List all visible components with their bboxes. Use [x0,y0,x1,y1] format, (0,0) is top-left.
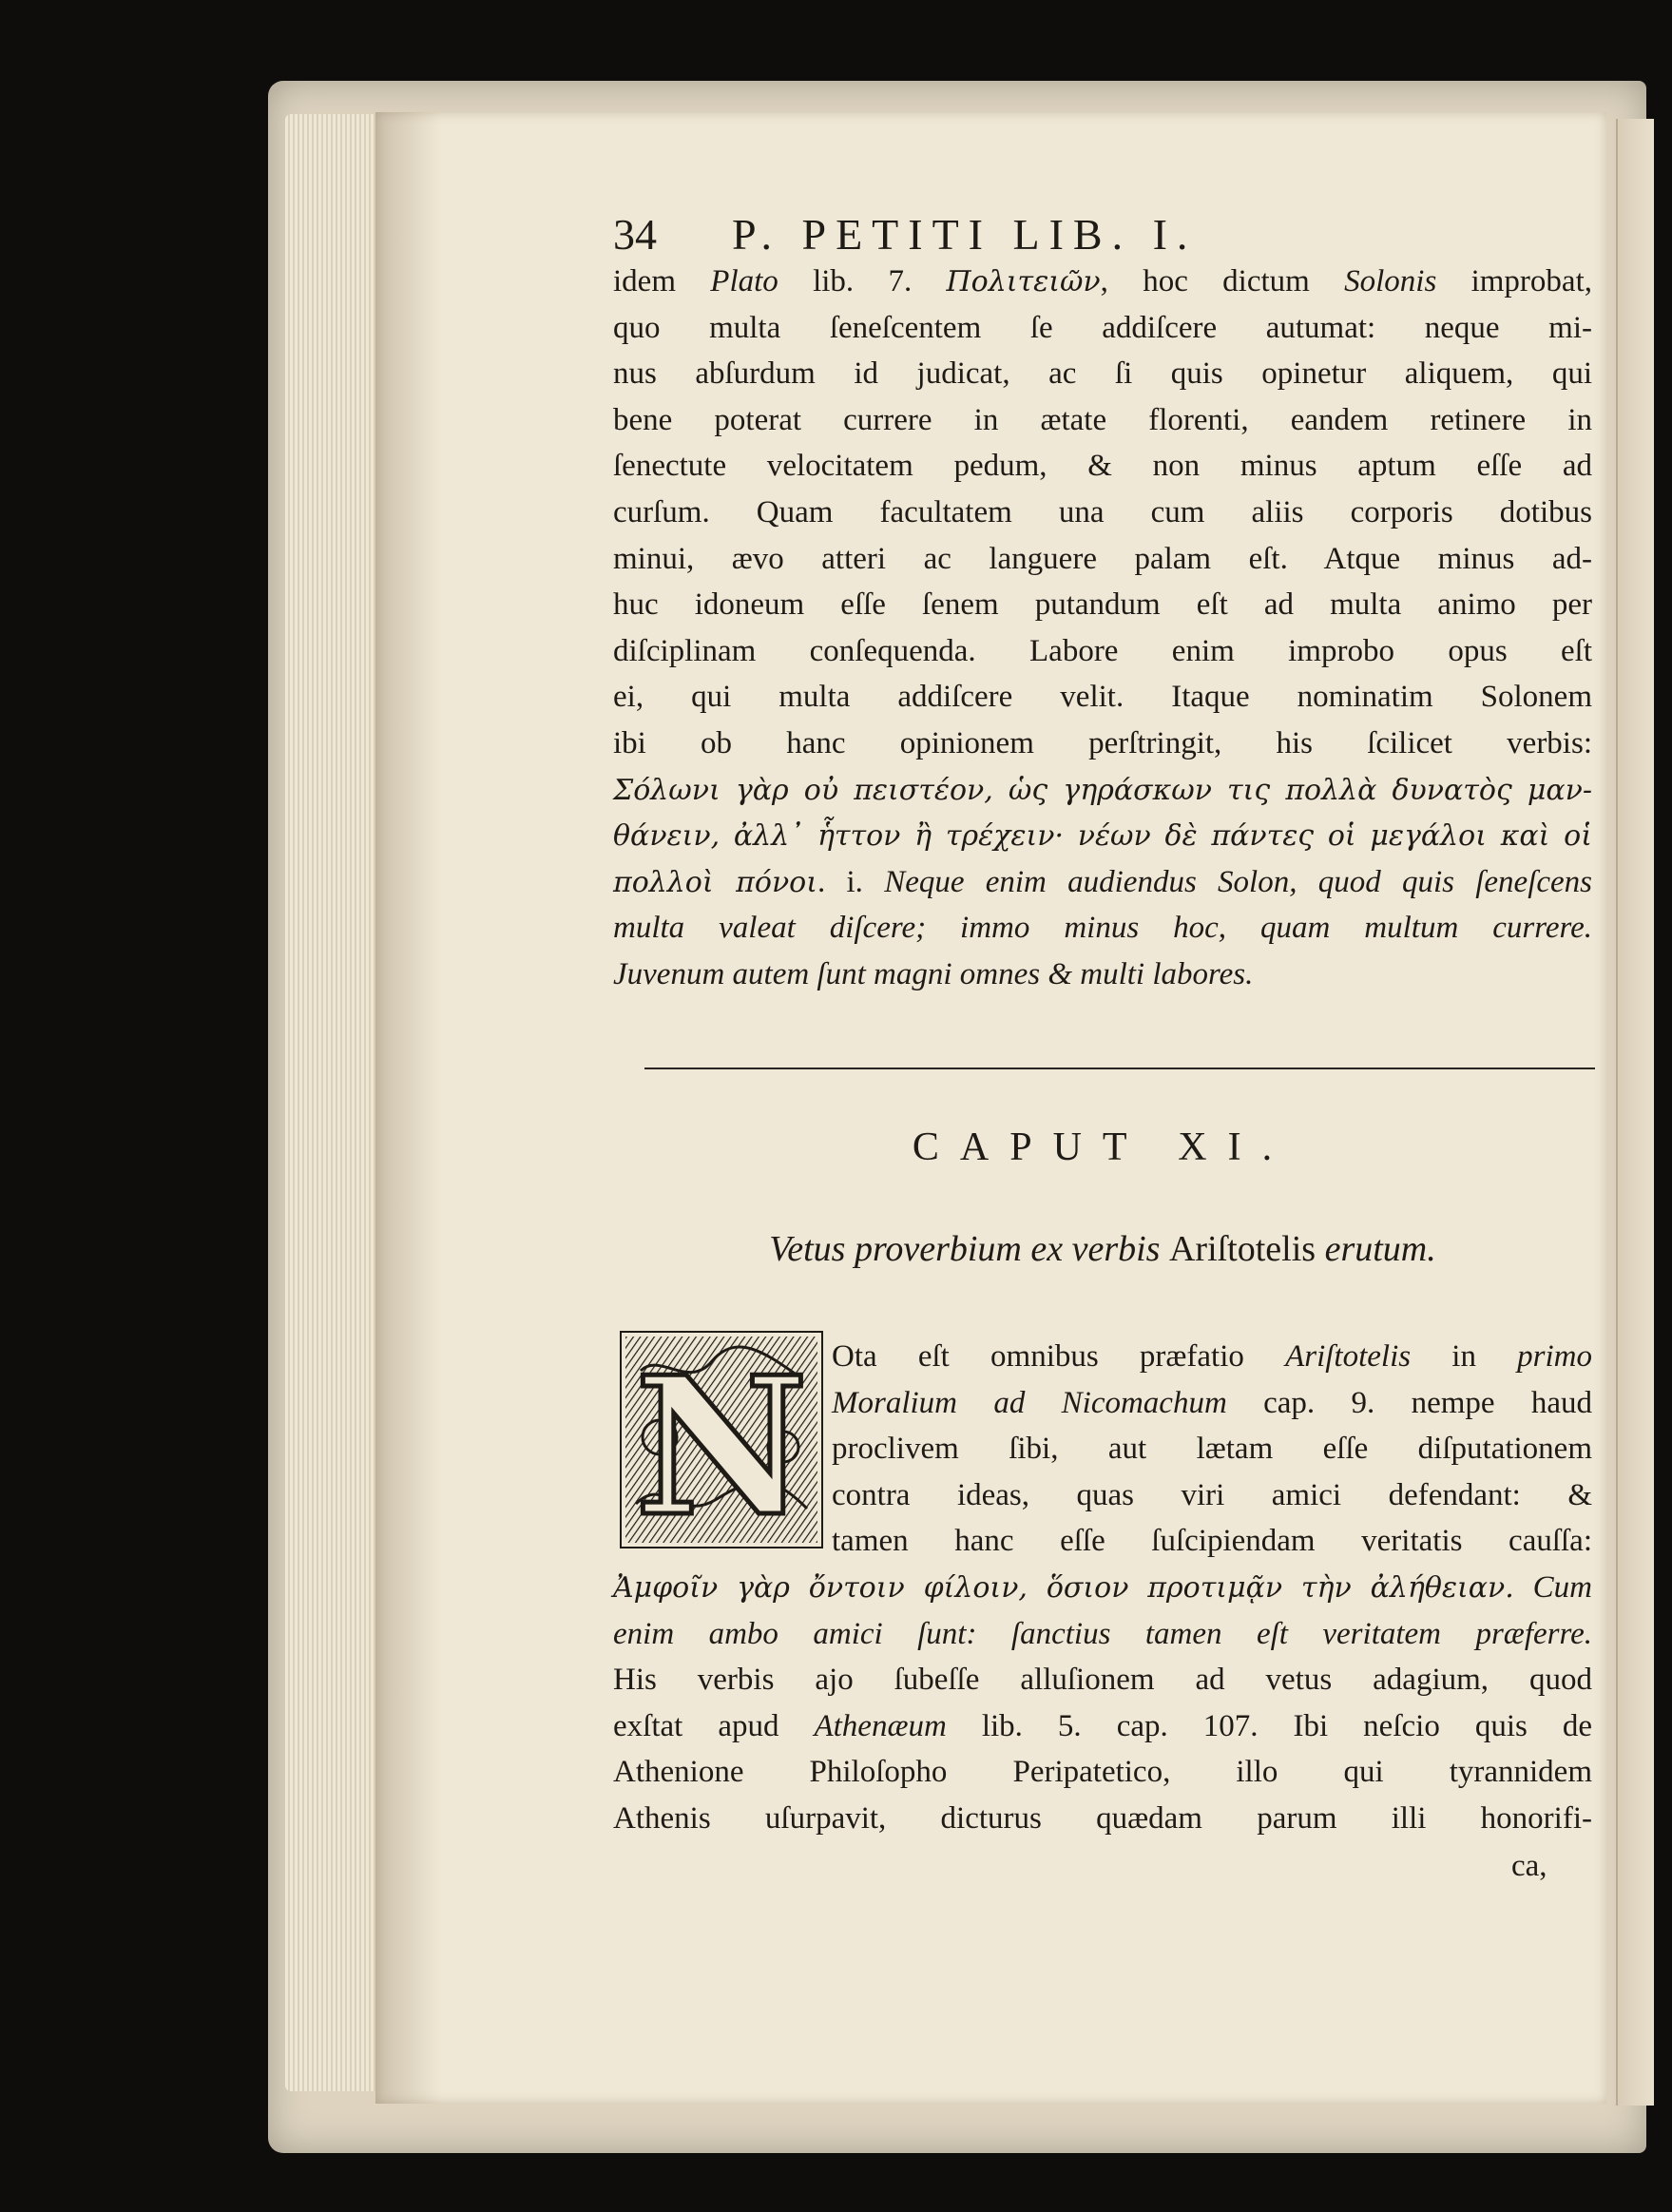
text-line [613,1657,1592,1703]
section-divider [644,1068,1595,1069]
text-run: bene poterat currere in ætate florenti, eandem retinere in [613,402,1592,437]
text-run: . i. [817,864,885,899]
text-line [832,1380,1592,1427]
chapter-subtitle [613,1228,1592,1270]
text-run: minui, ævo atteri ac languere palam eſt. Atque minus ad- [613,541,1592,576]
text-run: diſciplinam conſequenda. Labore enim improbo opus eſt [613,633,1592,668]
text-run: ei, qui multa addiſcere velit. Itaque nominatim Solonem [613,680,1592,715]
text-run: ſenectute velocitatem pedum, & non minus aptum eſſe ad [613,449,1592,484]
text-run: , hoc dictum [1100,264,1345,298]
text-run: πολλοὶ πόνοι [613,865,818,899]
text-run: Athenis uſurpavit, dicturus quædam parum illi honorifi- [613,1800,1592,1836]
subtitle-run: Ariſtotelis [1168,1229,1316,1269]
text-run: tamen hanc eſſe ſuſcipiendam veritatis cauſſa: [832,1524,1592,1559]
text-run: exſtat apud [613,1708,815,1743]
text-run: idem [613,264,711,298]
page-number: 34 [613,210,657,259]
text-run: multa valeat diſcere; immo minus hoc, quam multum currere. [613,911,1592,946]
gutter-shadow [375,112,442,2104]
text-line [832,1518,1592,1565]
text-run: Solonis [1344,264,1437,298]
paragraph-solon [613,259,1592,998]
running-head: P. PETITI LIB. I. [732,210,1198,259]
text-run: Juvenum autem ſunt magni omnes & multi labores. [613,956,1254,991]
text-run: Πολιτειῶν [946,265,1101,298]
text-line [832,1334,1592,1380]
text-run: Σόλωνι γὰρ οὐ πειστέον, ὡς γηράσκων τις πολλὰ δυνατὸς μαν- [613,773,1592,807]
text-run: Athenione Philoſopho Peripatetico, illo qui tyrannidem [613,1755,1592,1790]
next-page-edge [1616,119,1654,2106]
text-line [613,305,1592,352]
text-line [613,1749,1592,1796]
text-run: Ariſtotelis [1285,1339,1412,1374]
text-line [613,536,1592,583]
text-line [613,259,1592,305]
text-line [613,628,1592,675]
text-line [613,905,1592,952]
text-run: cap. 9. nempe haud [1226,1385,1593,1420]
text-run: lib. 7. [778,264,947,298]
decorated-initial [620,1331,823,1548]
text-line [613,1611,1592,1658]
text-line [613,582,1592,628]
text-run: curſum. Quam facultatem una cum aliis corporis dotibus [613,494,1592,529]
catchword: ca, [1511,1849,1547,1883]
text-run: Neque enim audiendus Solon, quod quis ſeneſcens [884,864,1592,899]
text-line [613,490,1592,536]
text-run: improbat, [1436,264,1592,298]
text-run: in [1411,1339,1518,1374]
text-run: primo [1517,1339,1592,1374]
paragraph-aristotle-opening [832,1334,1592,1565]
text-run: Ota eſt omnibus præfatio [832,1339,1286,1374]
text-line [613,1565,1592,1611]
text-run: enim ambo amici ſunt: ſanctius tamen eſt veritatem præferre. [613,1616,1592,1651]
page-header [613,209,1592,266]
text-run: contra ideas, quas viri amici defendant: & [832,1477,1592,1512]
text-line [832,1426,1592,1472]
text-line [613,721,1592,767]
text-line [613,767,1592,814]
text-line [832,1472,1592,1519]
initial-ornament-icon [622,1333,821,1547]
text-run: θάνειν, ἀλλ᾽ ἧττον ἢ τρέχειν· νέων δὲ πάντες οἱ μεγάλοι καὶ οἱ [613,819,1592,854]
text-run: proclivem ſibi, aut lætam eſſe diſputationem [832,1432,1592,1467]
text-run: nus abſurdum id judicat, ac ſi quis opinetur aliquem, qui [613,356,1592,392]
text-line [613,674,1592,721]
text-line [613,1703,1592,1750]
paragraph-aristotle [613,1565,1592,1842]
subtitle-run: Vetus proverbium ex verbis [769,1229,1169,1269]
text-run: huc idoneum eſſe ſenem putandum eſt ad multa animo per [613,587,1592,623]
text-line [613,397,1592,444]
text-line [613,351,1592,397]
text-run: Moralium ad Nicomachum [832,1385,1227,1420]
text-run: lib. 5. cap. 107. Ibi neſcio quis de [946,1708,1593,1743]
text-line [613,813,1592,859]
text-run: Athenæum [814,1708,947,1743]
chapter-title: CAPUT XI. [912,1125,1294,1169]
text-run: ibi ob hanc opinionem perſtringit, his ſcilicet verbis: [613,725,1592,760]
text-run: Plato [710,264,778,298]
text-line [613,859,1592,906]
text-line [613,1796,1592,1842]
initial-letter: N [634,1336,809,1547]
text-run: Ἀμφοῖν γὰρ ὄντοιν φίλοιν, ὅσιον προτιμᾷν τὴν ἀλήθειαν. [613,1571,1533,1605]
page-edges [285,114,380,2091]
subtitle-run: erutum. [1316,1229,1436,1269]
text-line [613,952,1592,998]
text-run: His verbis ajo ſubeſſe alluſionem ad vetus adagium, quod [613,1663,1592,1698]
text-run: quo multa ſeneſcentem ſe addiſcere autumat: neque mi- [613,310,1592,345]
text-line [613,443,1592,490]
text-run: Cum [1532,1570,1592,1605]
